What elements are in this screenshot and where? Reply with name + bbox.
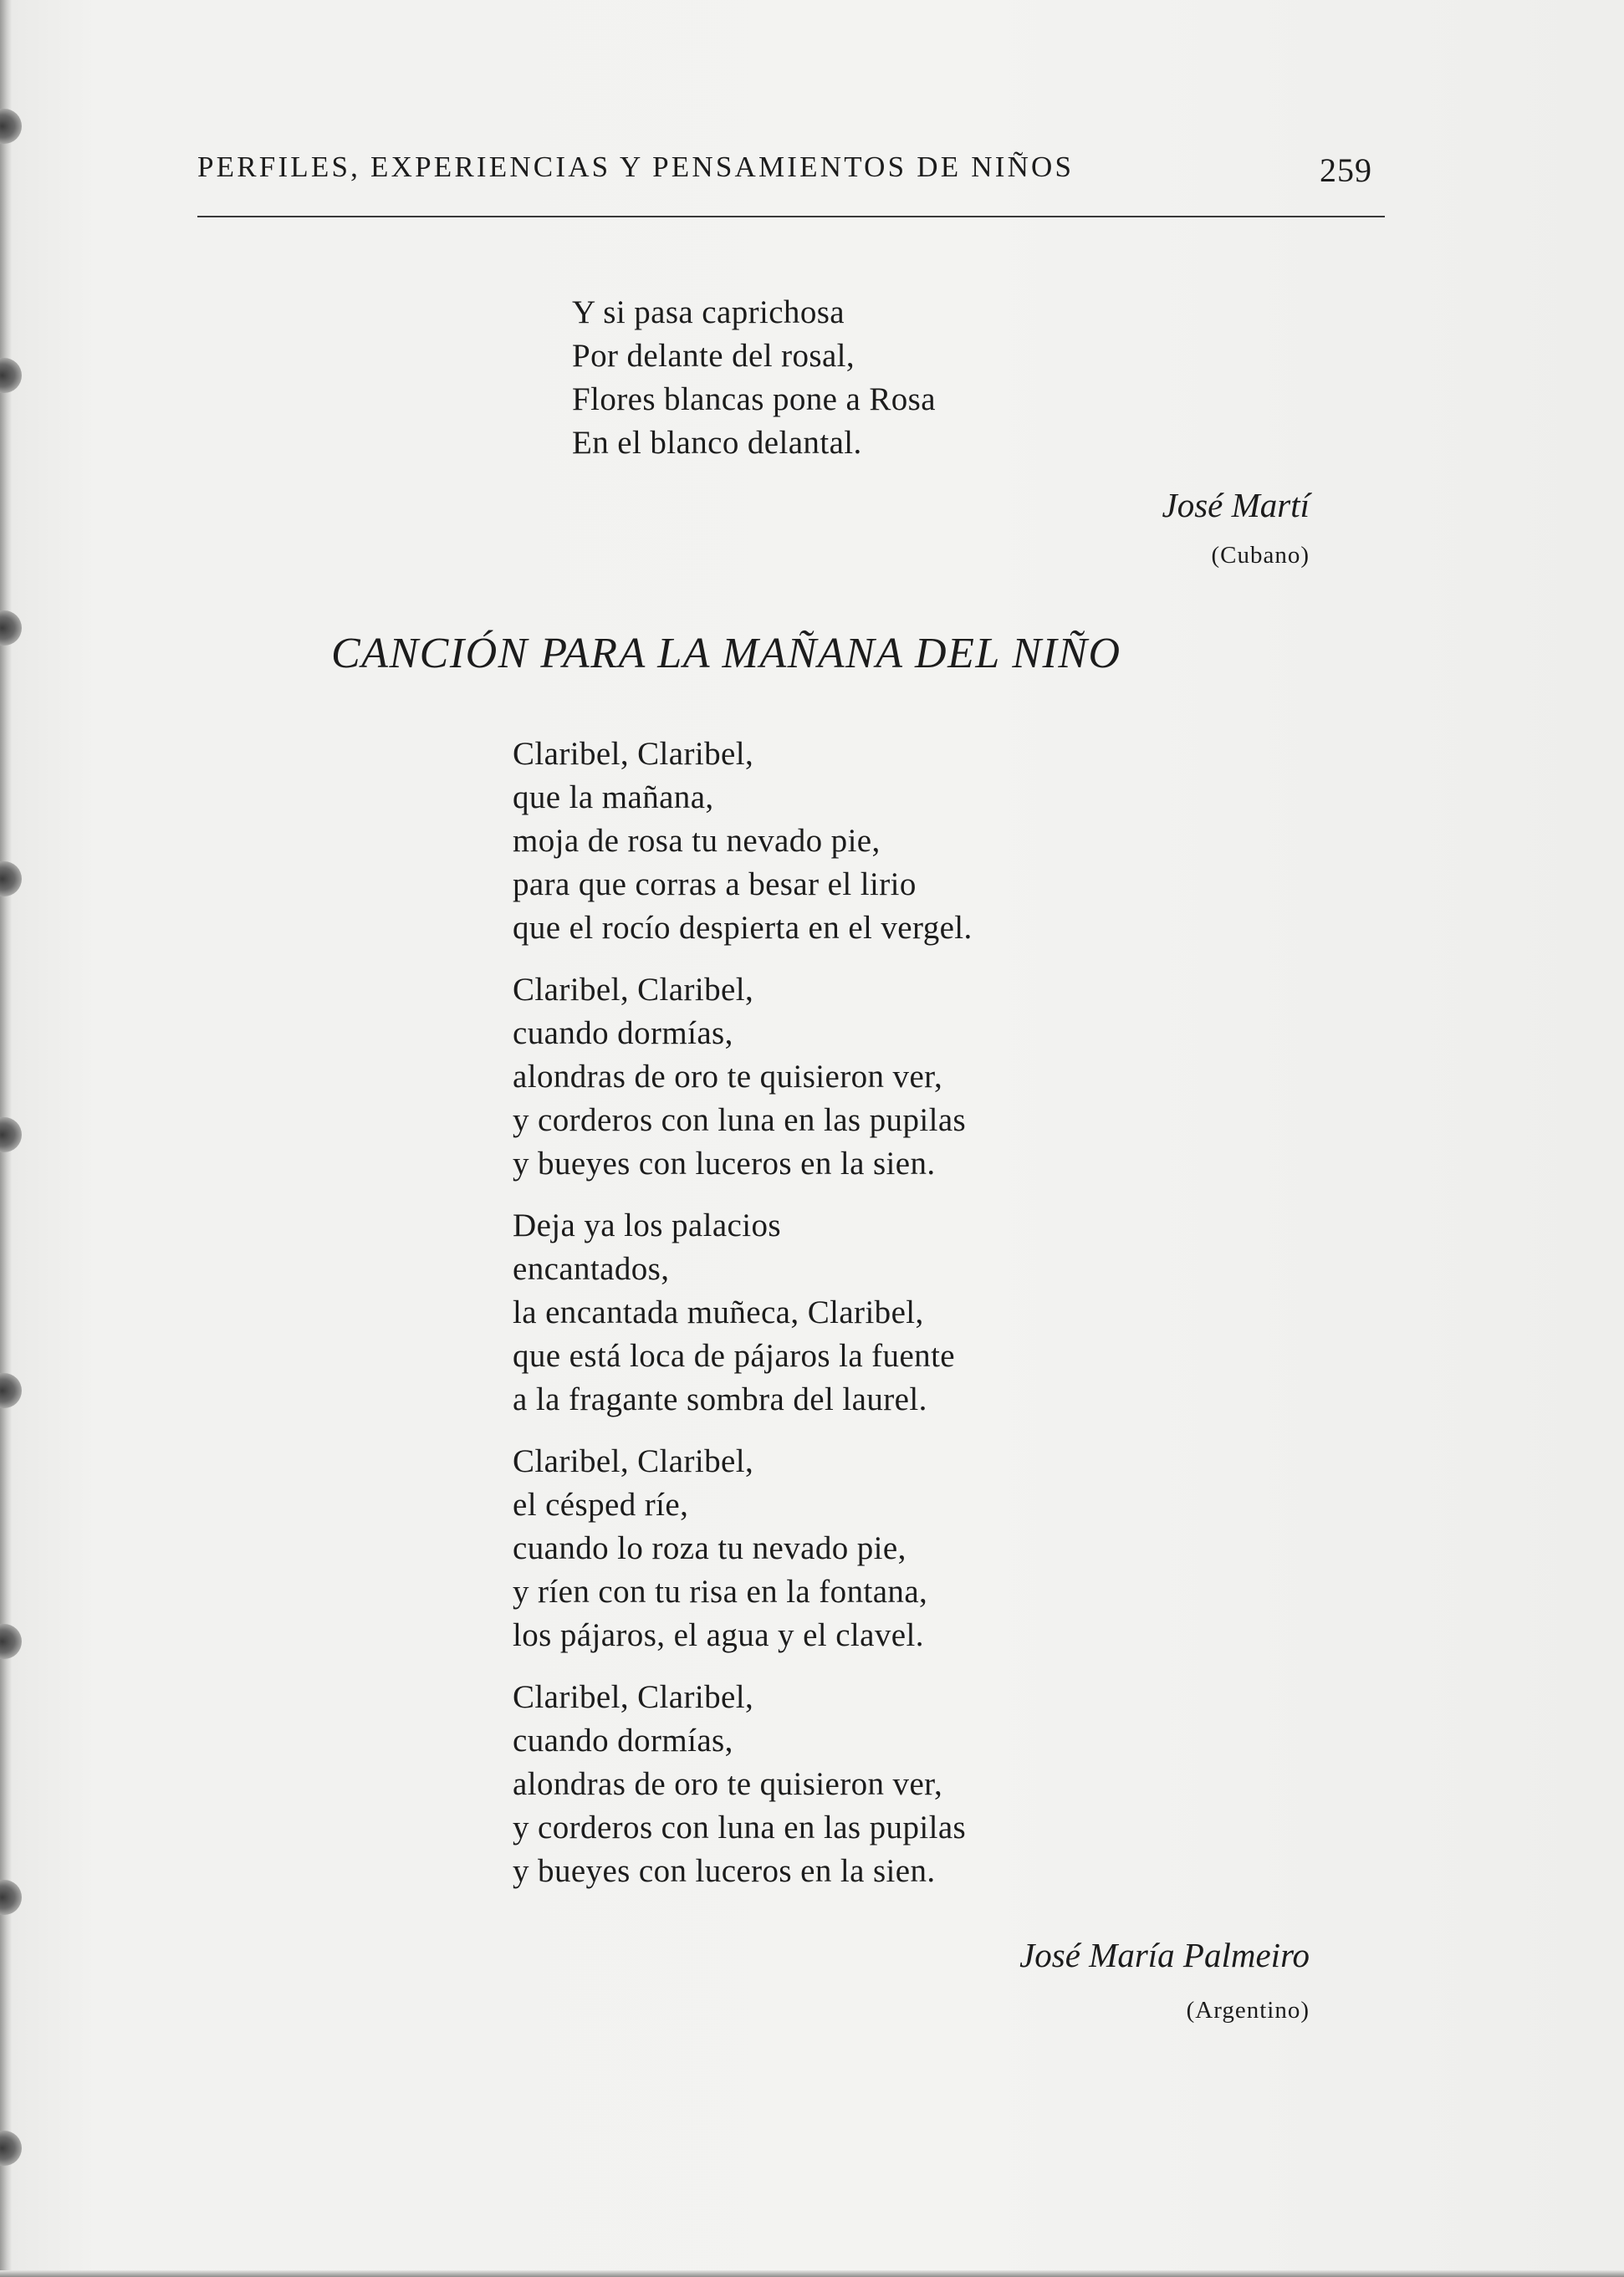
poem-line: y bueyes con luceros en la sien.: [513, 1146, 936, 1182]
punch-hole: [0, 358, 22, 393]
poem-line: y corderos con luna en las pupilas: [513, 1102, 967, 1138]
punch-hole: [0, 861, 22, 896]
poem-line: cuando dormías,: [513, 1723, 733, 1759]
header-rule: [197, 216, 1385, 217]
poem-line: que el rocío despierta en el vergel.: [513, 910, 973, 946]
punch-hole: [0, 610, 22, 646]
first-poem-nationality: (Cubano): [1211, 542, 1310, 569]
punch-hole: [0, 1117, 22, 1152]
poem-line: En el blanco delantal.: [572, 425, 862, 461]
stanza-4: [513, 1440, 927, 1657]
poem-line: la encantada muñeca, Claribel,: [513, 1294, 924, 1330]
first-poem-author: José Martí: [1162, 486, 1310, 524]
poem-line: moja de rosa tu nevado pie,: [513, 823, 881, 859]
first-poem-stanza: [572, 291, 936, 465]
stanza-5: [513, 1676, 966, 1893]
poem-line: y bueyes con luceros en la sien.: [513, 1853, 936, 1889]
poem-line: los pájaros, el agua y el clavel.: [513, 1617, 924, 1653]
page-bottom-edge: [0, 2270, 1624, 2277]
poem-line: para que corras a besar el lirio: [513, 866, 917, 902]
second-poem-nationality: (Argentino): [1186, 1997, 1310, 2024]
poem-line: encantados,: [513, 1251, 670, 1287]
punch-hole: [0, 1373, 22, 1408]
stanza-2: [513, 968, 966, 1186]
punch-hole: [0, 1880, 22, 1915]
running-header: PERFILES, EXPERIENCIAS Y PENSAMIENTOS DE NIÑOS: [197, 151, 1075, 183]
poem-line: el césped ríe,: [513, 1487, 689, 1523]
poem-line: Y si pasa caprichosa: [572, 294, 845, 330]
poem-line: que la mañana,: [513, 779, 714, 815]
punch-hole: [0, 2131, 22, 2166]
poem-line: alondras de oro te quisieron ver,: [513, 1059, 943, 1095]
poem-line: cuando dormías,: [513, 1015, 733, 1051]
poem-line: Claribel, Claribel,: [513, 736, 754, 772]
poem-line: Claribel, Claribel,: [513, 1679, 754, 1715]
poem-line: Claribel, Claribel,: [513, 1443, 754, 1479]
poem-line: Por delante del rosal,: [572, 338, 855, 374]
poem-line: y ríen con tu risa en la fontana,: [513, 1574, 928, 1610]
poem-line: Deja ya los palacios: [513, 1207, 781, 1243]
poem-line: alondras de oro te quisieron ver,: [513, 1766, 943, 1802]
poem-line: a la fragante sombra del laurel.: [513, 1381, 927, 1417]
poem-line: Flores blancas pone a Rosa: [572, 381, 936, 417]
poem-title: CANCIÓN PARA LA MAÑANA DEL NIÑO: [331, 630, 1121, 677]
page-number: 259: [1320, 151, 1372, 189]
poem-line: que está loca de pájaros la fuente: [513, 1338, 956, 1374]
poem-line: cuando lo roza tu nevado pie,: [513, 1530, 906, 1566]
second-poem-author: José María Palmeiro: [1019, 1936, 1310, 1974]
poem-line: Claribel, Claribel,: [513, 972, 754, 1008]
stanza-1: [513, 733, 973, 950]
poem-line: y corderos con luna en las pupilas: [513, 1810, 967, 1846]
stanza-3: [513, 1204, 955, 1422]
punch-hole: [0, 1624, 22, 1659]
punch-hole: [0, 109, 22, 144]
